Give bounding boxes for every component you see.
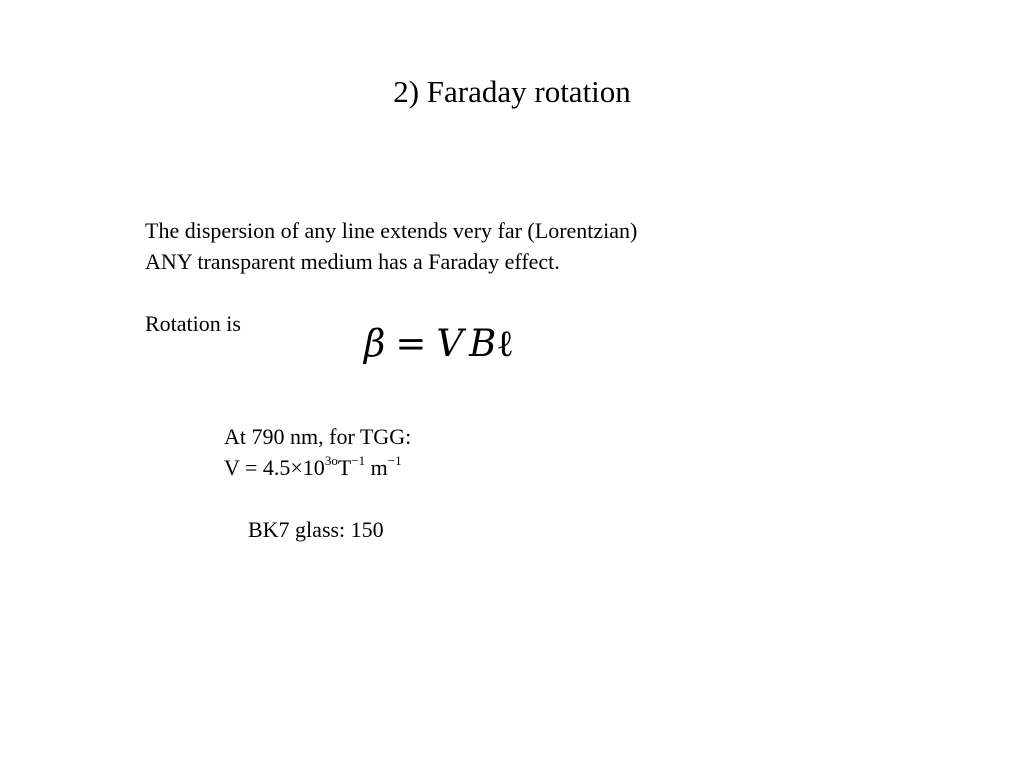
- formula-length: ℓ: [496, 322, 515, 365]
- tgg-unit-m: m: [365, 455, 388, 480]
- intro-line-1: The dispersion of any line extends very far (Lorentzian): [145, 218, 638, 243]
- formula-beta: β: [364, 322, 386, 365]
- tgg-block: [224, 421, 411, 483]
- tgg-unit-t: T: [337, 455, 352, 480]
- tgg-exp-3: −1: [387, 452, 402, 468]
- tgg-exp-2: −1: [351, 452, 366, 468]
- bk7-note: BK7 glass: 150: [248, 517, 384, 542]
- slide-title: 2) Faraday rotation: [393, 74, 631, 109]
- faraday-formula: [364, 320, 514, 368]
- tgg-exp-1: 3o: [324, 452, 338, 468]
- intro-line-2: ANY transparent medium has a Faraday effect.: [145, 249, 560, 274]
- tgg-heading: At 790 nm, for TGG:: [224, 424, 412, 449]
- tgg-verdet-value: [224, 452, 411, 483]
- formula-field: B: [469, 322, 497, 365]
- intro-text: [145, 215, 637, 277]
- formula-equals: =: [395, 322, 427, 365]
- formula-verdet: V: [436, 322, 464, 365]
- tgg-value-prefix: V = 4.5×10: [224, 455, 325, 480]
- rotation-label: Rotation is: [145, 311, 241, 336]
